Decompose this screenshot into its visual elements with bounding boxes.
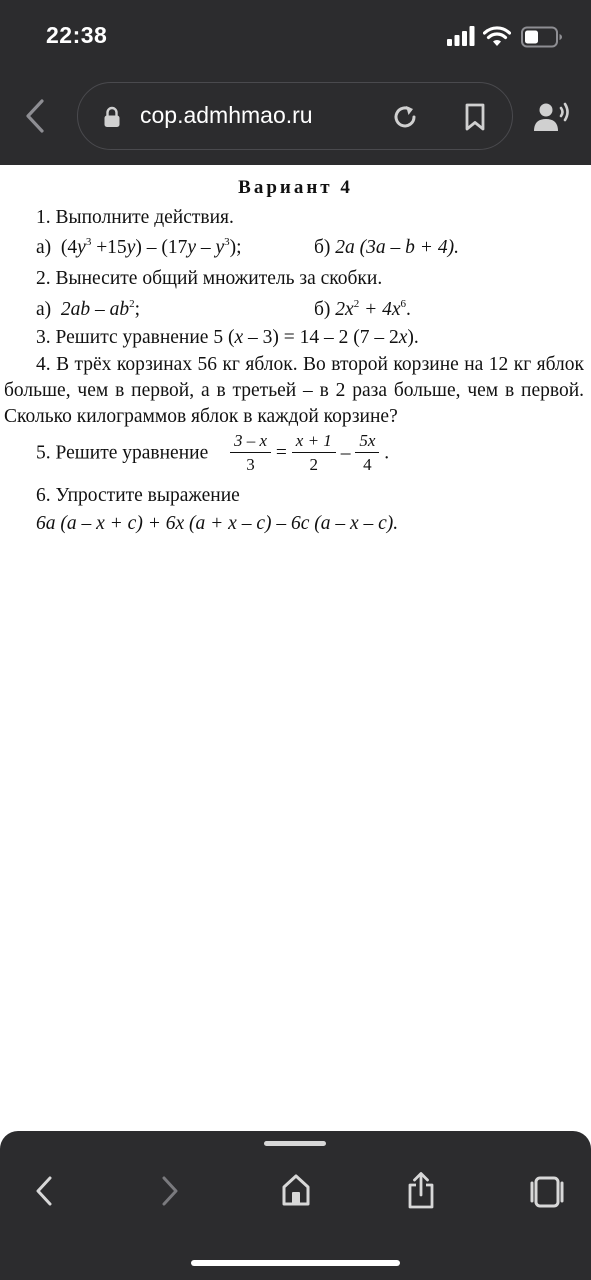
- q2-a-label: а): [36, 299, 52, 320]
- q4-text: 4. В трёх корзинах 56 кг яблок. Во второй корзине на 12 кг яблок больше, чем в первой, а в третьей – в 2 раза больше, чем в первой. Сколько килограммов яблок в каждой корзине?: [4, 354, 584, 427]
- q5-text: 5. Решите уравнение: [36, 442, 209, 464]
- q1-a-expr: $(4y^3 +15y) - (17y - y^3)$;: [60, 236, 242, 258]
- sheet-grabber[interactable]: [264, 1141, 326, 1146]
- address-bar[interactable]: [77, 82, 513, 150]
- page-title: Вариант 4: [238, 177, 353, 198]
- q6-header: 6. Упростите выражение: [36, 485, 240, 506]
- battery-icon: [521, 26, 563, 48]
- home-icon[interactable]: [281, 1173, 311, 1207]
- home-indicator: [191, 1260, 400, 1266]
- q1-header: 1. Выполните действия.: [36, 207, 234, 228]
- q2-a: [36, 299, 140, 321]
- status-time: 22:38: [46, 22, 108, 48]
- browser-top-bar: [0, 0, 591, 165]
- q5-fraction-2: $\frac{x + 1}{2}$: [292, 430, 336, 477]
- q1-a-label: а): [36, 237, 52, 258]
- q5-fraction-1: $\frac{3 - x}{3}$: [230, 430, 271, 477]
- q1-b: [314, 237, 459, 259]
- bookmark-icon[interactable]: [464, 103, 486, 131]
- share-icon[interactable]: [406, 1171, 436, 1209]
- back-icon[interactable]: [24, 98, 46, 134]
- q2-b-label: б): [314, 299, 331, 320]
- browser-bottom-bar: [0, 1131, 591, 1280]
- q2-header: 2. Вынесите общий множитель за скобки.: [36, 268, 383, 289]
- back-icon[interactable]: [34, 1175, 54, 1207]
- q2-b-expr: $2x^2 + 4x^6$.: [335, 298, 411, 320]
- tabs-icon[interactable]: [529, 1175, 565, 1209]
- q6-expr: 6a (a – x + c) + 6x (a + x – c) – 6c (a – x – c).: [36, 513, 399, 534]
- url-text: cop.admhmao.ru: [140, 102, 313, 128]
- lock-icon: [103, 106, 121, 128]
- q1-a: [36, 237, 242, 259]
- cellular-signal-icon: [447, 26, 475, 46]
- q5-fraction-3: $\frac{5x}{4}$: [355, 430, 379, 477]
- wifi-icon: [483, 26, 511, 48]
- q1-b-label: б): [314, 237, 331, 258]
- q3-text: 3. Решитс уравнение 5 (x – 3) = 14 – 2 (7 – 2x).: [36, 327, 419, 348]
- q1-b-expr: 2a (3a – b + 4).: [335, 237, 459, 258]
- forward-icon[interactable]: [160, 1175, 180, 1207]
- q2-a-expr: $2ab - ab^2$;: [60, 298, 141, 320]
- reader-mode-icon[interactable]: [533, 101, 571, 133]
- q5: 5. Решите уравнение $\frac{3 - x}{3}$ = $\frac{x + 1}{2}$ – $\frac{5x}{4}$ .: [36, 430, 389, 477]
- reload-icon[interactable]: [391, 103, 419, 131]
- q2-b: [314, 299, 411, 321]
